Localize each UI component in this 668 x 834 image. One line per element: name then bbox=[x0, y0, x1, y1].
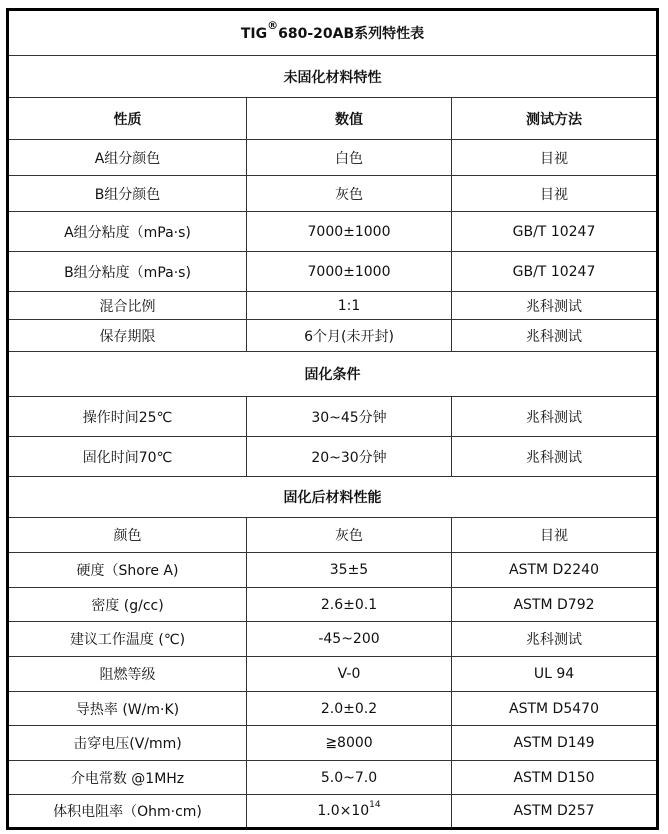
property-cell: 硬度（Shore A) bbox=[8, 553, 247, 588]
section-uncured: 未固化材料特性 bbox=[8, 56, 658, 98]
table-row bbox=[8, 140, 658, 176]
value-cell: 2.0±0.2 bbox=[247, 692, 452, 726]
property-cell: 建议工作温度 (℃) bbox=[8, 622, 247, 657]
property-cell: 操作时间25℃ bbox=[8, 397, 247, 437]
value-cell: 7000±1000 bbox=[247, 252, 452, 292]
method-cell: ASTM D149 bbox=[452, 726, 658, 761]
value-cell: 30~45分钟 bbox=[247, 397, 452, 437]
table-row bbox=[8, 518, 658, 553]
value-cell: 6个月(未开封) bbox=[247, 320, 452, 352]
property-cell: 固化时间70℃ bbox=[8, 437, 247, 477]
table-row bbox=[8, 212, 658, 252]
section-row bbox=[8, 477, 658, 518]
property-cell: B组分颜色 bbox=[8, 176, 247, 212]
method-cell: ASTM D5470 bbox=[452, 692, 658, 726]
method-cell: ASTM D792 bbox=[452, 588, 658, 622]
header-property: 性质 bbox=[8, 98, 247, 140]
table-row bbox=[8, 437, 658, 477]
header-row bbox=[8, 98, 658, 140]
method-cell: 目视 bbox=[452, 140, 658, 176]
table-row bbox=[8, 252, 658, 292]
table-row bbox=[8, 795, 658, 829]
header-method: 测试方法 bbox=[452, 98, 658, 140]
value-cell: ≧8000 bbox=[247, 726, 452, 761]
table-row bbox=[8, 176, 658, 212]
section-row bbox=[8, 352, 658, 397]
table-row bbox=[8, 588, 658, 622]
property-cell: A组分粘度（mPa·s) bbox=[8, 212, 247, 252]
method-cell: 兆科测试 bbox=[452, 397, 658, 437]
header-value: 数值 bbox=[247, 98, 452, 140]
table-row bbox=[8, 726, 658, 761]
method-cell: ASTM D2240 bbox=[452, 553, 658, 588]
method-cell: ASTM D257 bbox=[452, 795, 658, 829]
value-cell: 1:1 bbox=[247, 292, 452, 320]
property-cell: 阻燃等级 bbox=[8, 657, 247, 692]
value-cell: V-0 bbox=[247, 657, 452, 692]
table-title: TIG®680-20AB系列特性表 bbox=[8, 10, 658, 56]
table-row bbox=[8, 397, 658, 437]
property-cell: 密度 (g/cc) bbox=[8, 588, 247, 622]
table-row bbox=[8, 761, 658, 795]
property-cell: 击穿电压(V/mm) bbox=[8, 726, 247, 761]
method-cell: UL 94 bbox=[452, 657, 658, 692]
method-cell: GB/T 10247 bbox=[452, 212, 658, 252]
method-cell: 兆科测试 bbox=[452, 622, 658, 657]
table-row bbox=[8, 622, 658, 657]
method-cell: 目视 bbox=[452, 518, 658, 553]
value-cell: 7000±1000 bbox=[247, 212, 452, 252]
value-cell: 5.0~7.0 bbox=[247, 761, 452, 795]
property-cell: 保存期限 bbox=[8, 320, 247, 352]
property-cell: 颜色 bbox=[8, 518, 247, 553]
value-cell: 2.6±0.1 bbox=[247, 588, 452, 622]
table-row bbox=[8, 292, 658, 320]
property-cell: A组分颜色 bbox=[8, 140, 247, 176]
method-cell: GB/T 10247 bbox=[452, 252, 658, 292]
table-row bbox=[8, 657, 658, 692]
section-curing: 固化条件 bbox=[8, 352, 658, 397]
section-cured: 固化后材料性能 bbox=[8, 477, 658, 518]
title-row bbox=[8, 10, 658, 56]
property-cell: 导热率 (W/m·K) bbox=[8, 692, 247, 726]
value-cell: 白色 bbox=[247, 140, 452, 176]
method-cell: 兆科测试 bbox=[452, 437, 658, 477]
value-cell: 35±5 bbox=[247, 553, 452, 588]
value-cell: $1.0\times 10^{14}$ bbox=[247, 795, 452, 829]
spec-table bbox=[6, 8, 659, 830]
value-cell: 灰色 bbox=[247, 518, 452, 553]
property-cell: B组分粘度（mPa·s) bbox=[8, 252, 247, 292]
table-row bbox=[8, 320, 658, 352]
method-cell: ASTM D150 bbox=[452, 761, 658, 795]
section-row bbox=[8, 56, 658, 98]
method-cell: 兆科测试 bbox=[452, 292, 658, 320]
table-row bbox=[8, 553, 658, 588]
property-cell: 混合比例 bbox=[8, 292, 247, 320]
table-row bbox=[8, 692, 658, 726]
value-cell: 灰色 bbox=[247, 176, 452, 212]
method-cell: 目视 bbox=[452, 176, 658, 212]
value-cell: -45~200 bbox=[247, 622, 452, 657]
property-cell: 介电常数 @1MHz bbox=[8, 761, 247, 795]
method-cell: 兆科测试 bbox=[452, 320, 658, 352]
property-cell: 体积电阻率（Ohm·cm) bbox=[8, 795, 247, 829]
value-cell: 20~30分钟 bbox=[247, 437, 452, 477]
